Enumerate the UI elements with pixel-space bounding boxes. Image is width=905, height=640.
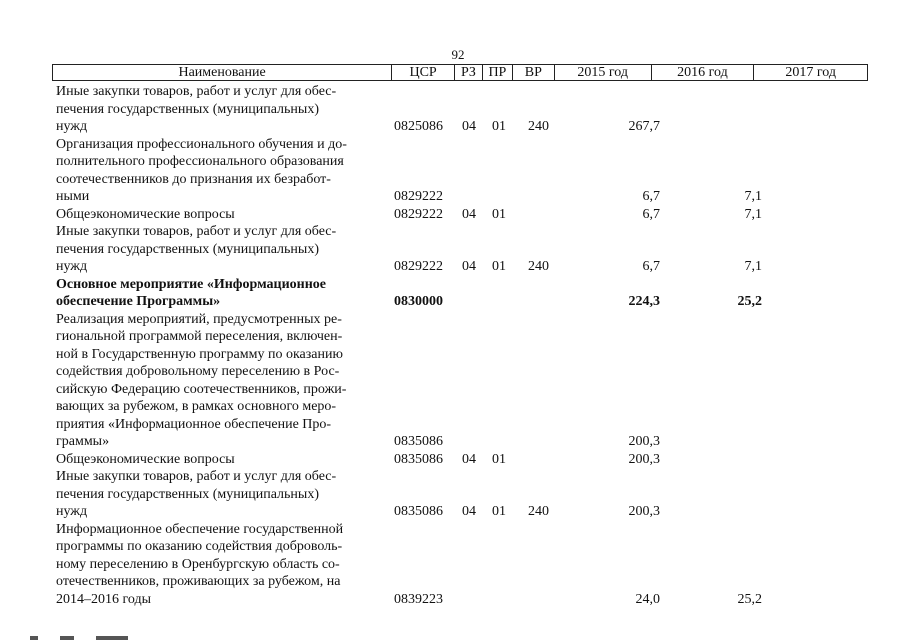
cell-2016: 7,1 [744,259,762,274]
header-2017: 2017 год [785,65,836,80]
cell-2015: 200,3 [628,504,660,519]
cell-pr: 01 [492,206,506,222]
row-name-line: ной в Государственную программу по оказанию [56,346,343,362]
row-name-line: 2014–2016 годы [56,591,152,607]
row-name [56,276,381,311]
cell-rz: 04 [462,119,476,134]
header-name: Наименование [53,65,392,80]
cell-csr: 0839223 [394,591,443,607]
cell-2015: 6,7 [642,206,660,222]
cell-csr: 0830000 [394,294,443,309]
cell-rz: 04 [462,206,476,222]
row-name [56,206,381,224]
row-name-line: печения государственных (муниципальных) [56,101,319,117]
cell-rz: 04 [462,259,476,274]
row-name-line: Основное мероприятие «Информационное [56,276,326,292]
row-name-line: Иные закупки товаров, работ и услуг для обес- [56,224,337,239]
table-header [52,64,868,81]
row-name-line: печения государственных (муниципальных) [56,486,319,502]
header-csr: ЦСР [392,65,455,80]
row-name-line: Организация профессионального обучения и до- [56,136,347,152]
cell-2016: 25,2 [737,591,762,607]
cell-2016: 25,2 [737,294,762,309]
scan-artifact [96,636,128,640]
row-name [56,223,381,276]
cell-pr: 01 [492,451,506,467]
cell-2016: 7,1 [744,206,762,222]
row-name-line: Общеэкономические вопросы [56,206,235,222]
table-row [0,311,905,451]
row-name-line: Реализация мероприятий, предусмотренных ре- [56,311,342,327]
cell-2015: 224,3 [628,294,660,309]
row-name-line: нужд [56,119,88,134]
cell-vr: 240 [528,504,549,519]
cell-2015: 200,3 [628,434,660,449]
row-name-line: печения государственных (муниципальных) [56,241,319,257]
row-name [56,83,381,136]
row-name-line: Иные закупки товаров, работ и услуг для обес- [56,469,337,484]
row-name-line: обеспечение Программы» [56,294,221,309]
row-name-line: приятия «Информационное обеспечение Про- [56,416,332,432]
cell-csr: 0825086 [394,119,443,134]
row-name-line: содействия добровольному переселению в Рос- [56,364,340,379]
cell-2016: 7,1 [744,189,762,204]
row-name-line: Иные закупки товаров, работ и услуг для обес- [56,84,337,99]
cell-csr: 0835086 [394,451,443,467]
cell-2015: 267,7 [628,119,660,134]
row-name [56,136,381,206]
cell-pr: 01 [492,259,506,274]
table-row [0,83,905,136]
table-row [0,223,905,276]
cell-2015: 6,7 [642,259,660,274]
cell-rz: 04 [462,504,476,519]
table-row [0,521,905,609]
scan-artifact [30,636,38,640]
page-number: 92 [451,47,465,62]
cell-csr: 0835086 [394,504,443,519]
table-row [0,451,905,469]
row-name-line: отечественников, проживающих за рубежом, на [56,574,341,589]
row-name-line: ному переселению в Оренбургскую область со- [56,556,340,572]
row-name [56,468,381,521]
row-name-line: соотечественников до признания их безработ- [56,171,331,187]
header-2015: 2015 год [555,65,652,80]
cell-vr: 240 [528,119,549,134]
header-rz: РЗ [455,65,483,80]
row-name-line: гиональной программой переселения, включен- [56,329,343,344]
header-vr: ВР [513,65,555,80]
table-row [0,468,905,521]
cell-pr: 01 [492,119,506,134]
row-name-line: нужд [56,504,88,519]
row-name-line: полнительного профессионального образования [56,154,344,169]
table-row [0,206,905,224]
row-name [56,521,381,609]
scan-artifact [60,636,74,640]
row-name-line: Общеэкономические вопросы [56,451,235,467]
header-2016: 2016 год [652,65,755,80]
header-pr: ПР [483,65,513,80]
cell-csr: 0829222 [394,189,443,204]
row-name-line: нужд [56,259,88,274]
cell-csr: 0829222 [394,206,443,222]
cell-2015: 24,0 [635,591,660,607]
cell-rz: 04 [462,451,476,467]
cell-csr: 0829222 [394,259,443,274]
row-name-line: Информационное обеспечение государственной [56,521,344,537]
row-name-line: граммы» [56,434,110,449]
row-name-line: сийскую Федерацию соотечественников, прожи- [56,381,347,397]
cell-csr: 0835086 [394,434,443,449]
table-row [0,136,905,206]
row-name [56,451,381,469]
row-name-line: ными [56,189,90,204]
cell-2015: 200,3 [628,451,660,467]
cell-pr: 01 [492,504,506,519]
table-row [0,276,905,311]
row-name-line: программы по оказанию содействия доброволь- [56,539,343,554]
cell-2015: 6,7 [642,189,660,204]
row-name [56,311,381,451]
table-body [0,83,905,608]
row-name-line: вающих за рубежом, в рамках основного меро- [56,399,337,414]
cell-vr: 240 [528,259,549,274]
